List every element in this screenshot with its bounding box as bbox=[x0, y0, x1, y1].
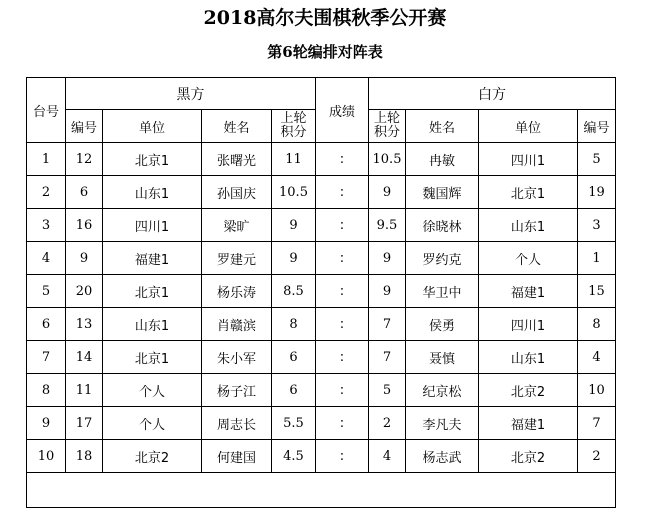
cell-black-id: 20 bbox=[66, 275, 103, 308]
cell-board: 4 bbox=[27, 242, 66, 275]
page-subtitle: 第6轮编排对阵表 bbox=[267, 43, 383, 61]
cell-black-unit: 个人 bbox=[103, 407, 202, 440]
table-row bbox=[27, 374, 616, 407]
cell-white-id: 4 bbox=[578, 341, 616, 374]
cell-black-score: 6 bbox=[272, 374, 316, 407]
table-row bbox=[27, 143, 616, 176]
cell-result: : bbox=[316, 374, 369, 407]
header-white-id: 编号 bbox=[578, 110, 616, 143]
cell-white-score: 9 bbox=[369, 275, 406, 308]
cell-black-score: 4.5 bbox=[272, 440, 316, 473]
cell-black-id: 16 bbox=[66, 209, 103, 242]
cell-black-unit: 北京2 bbox=[103, 440, 202, 473]
cell-white-score: 4 bbox=[369, 440, 406, 473]
cell-black-id: 18 bbox=[66, 440, 103, 473]
header-black-prev-score-line1: 上轮 bbox=[280, 111, 307, 126]
cell-white-unit: 福建1 bbox=[479, 275, 578, 308]
cell-black-name: 梁旷 bbox=[202, 209, 272, 242]
cell-black-id: 14 bbox=[66, 341, 103, 374]
cell-black-unit: 四川1 bbox=[103, 209, 202, 242]
cell-black-name: 孙国庆 bbox=[202, 176, 272, 209]
cell-black-score: 9 bbox=[272, 209, 316, 242]
cell-black-unit: 山东1 bbox=[103, 308, 202, 341]
cell-black-id: 6 bbox=[66, 176, 103, 209]
table-row bbox=[27, 308, 616, 341]
cell-white-id: 2 bbox=[578, 440, 616, 473]
header-black-id: 编号 bbox=[66, 110, 103, 143]
header-black-prev-score bbox=[272, 110, 316, 143]
cell-board: 6 bbox=[27, 308, 66, 341]
cell-result: : bbox=[316, 143, 369, 176]
cell-black-id: 13 bbox=[66, 308, 103, 341]
cell-black-score: 11 bbox=[272, 143, 316, 176]
cell-white-score: 9 bbox=[369, 176, 406, 209]
cell-white-score: 2 bbox=[369, 407, 406, 440]
cell-black-unit: 北京1 bbox=[103, 341, 202, 374]
cell-white-unit: 山东1 bbox=[479, 341, 578, 374]
cell-white-id: 3 bbox=[578, 209, 616, 242]
cell-black-id: 11 bbox=[66, 374, 103, 407]
cell-white-name: 李凡夫 bbox=[406, 407, 479, 440]
cell-black-unit: 福建1 bbox=[103, 242, 202, 275]
cell-black-name: 张曙光 bbox=[202, 143, 272, 176]
cell-board: 1 bbox=[27, 143, 66, 176]
cell-black-name: 周志长 bbox=[202, 407, 272, 440]
cell-board: 3 bbox=[27, 209, 66, 242]
header-row-1 bbox=[27, 78, 616, 110]
cell-black-score: 8 bbox=[272, 308, 316, 341]
cell-white-name: 冉敏 bbox=[406, 143, 479, 176]
cell-black-score: 9 bbox=[272, 242, 316, 275]
cell-white-id: 15 bbox=[578, 275, 616, 308]
cell-black-name: 朱小军 bbox=[202, 341, 272, 374]
header-white-name: 姓名 bbox=[406, 110, 479, 143]
cell-white-score: 9.5 bbox=[369, 209, 406, 242]
cell-black-name: 罗建元 bbox=[202, 242, 272, 275]
cell-black-id: 17 bbox=[66, 407, 103, 440]
cell-white-score: 5 bbox=[369, 374, 406, 407]
cell-white-unit: 山东1 bbox=[479, 209, 578, 242]
cell-white-name: 罗约克 bbox=[406, 242, 479, 275]
header-black-name: 姓名 bbox=[202, 110, 272, 143]
cell-board: 2 bbox=[27, 176, 66, 209]
cell-black-name: 何建国 bbox=[202, 440, 272, 473]
header-white-unit: 单位 bbox=[479, 110, 578, 143]
empty-footer-row bbox=[27, 473, 616, 508]
cell-board: 9 bbox=[27, 407, 66, 440]
cell-black-name: 杨子江 bbox=[202, 374, 272, 407]
pairing-rows bbox=[27, 143, 616, 473]
cell-white-unit: 个人 bbox=[479, 242, 578, 275]
cell-white-id: 7 bbox=[578, 407, 616, 440]
header-black-unit: 单位 bbox=[103, 110, 202, 143]
cell-result: : bbox=[316, 242, 369, 275]
cell-result: : bbox=[316, 308, 369, 341]
cell-black-score: 10.5 bbox=[272, 176, 316, 209]
cell-white-unit: 北京2 bbox=[479, 374, 578, 407]
cell-result: : bbox=[316, 341, 369, 374]
cell-result: : bbox=[316, 209, 369, 242]
cell-black-unit: 个人 bbox=[103, 374, 202, 407]
cell-black-id: 12 bbox=[66, 143, 103, 176]
table-row bbox=[27, 242, 616, 275]
cell-white-id: 19 bbox=[578, 176, 616, 209]
cell-black-score: 5.5 bbox=[272, 407, 316, 440]
header-white-prev-score bbox=[369, 110, 406, 143]
cell-black-name: 肖赣滨 bbox=[202, 308, 272, 341]
cell-white-name: 侯勇 bbox=[406, 308, 479, 341]
cell-board: 5 bbox=[27, 275, 66, 308]
cell-white-id: 1 bbox=[578, 242, 616, 275]
cell-white-name: 纪京松 bbox=[406, 374, 479, 407]
cell-board: 7 bbox=[27, 341, 66, 374]
cell-white-unit: 福建1 bbox=[479, 407, 578, 440]
page-title: 2018高尔夫围棋秋季公开赛 bbox=[203, 7, 447, 29]
empty-footer-cell bbox=[27, 473, 616, 508]
cell-white-unit: 四川1 bbox=[479, 143, 578, 176]
cell-white-unit: 四川1 bbox=[479, 308, 578, 341]
cell-black-id: 9 bbox=[66, 242, 103, 275]
cell-white-score: 9 bbox=[369, 242, 406, 275]
cell-black-unit: 北京1 bbox=[103, 275, 202, 308]
cell-white-unit: 北京1 bbox=[479, 176, 578, 209]
cell-white-score: 10.5 bbox=[369, 143, 406, 176]
header-board: 台号 bbox=[27, 78, 66, 143]
cell-result: : bbox=[316, 275, 369, 308]
table-row bbox=[27, 176, 616, 209]
cell-black-score: 6 bbox=[272, 341, 316, 374]
cell-result: : bbox=[316, 176, 369, 209]
table-row bbox=[27, 341, 616, 374]
cell-white-name: 聂慎 bbox=[406, 341, 479, 374]
cell-result: : bbox=[316, 407, 369, 440]
cell-white-id: 5 bbox=[578, 143, 616, 176]
cell-white-id: 8 bbox=[578, 308, 616, 341]
header-result: 成绩 bbox=[316, 78, 369, 143]
cell-black-unit: 山东1 bbox=[103, 176, 202, 209]
cell-white-score: 7 bbox=[369, 341, 406, 374]
header-white-prev-score-line1: 上轮 bbox=[373, 111, 400, 126]
cell-white-name: 魏国辉 bbox=[406, 176, 479, 209]
cell-result: : bbox=[316, 440, 369, 473]
cell-white-unit: 北京2 bbox=[479, 440, 578, 473]
header-white-prev-score-line2: 积分 bbox=[373, 125, 400, 140]
cell-black-name: 杨乐涛 bbox=[202, 275, 272, 308]
table-row bbox=[27, 275, 616, 308]
cell-board: 10 bbox=[27, 440, 66, 473]
cell-black-unit: 北京1 bbox=[103, 143, 202, 176]
cell-black-score: 8.5 bbox=[272, 275, 316, 308]
header-black-prev-score-line2: 积分 bbox=[280, 125, 307, 140]
table-row bbox=[27, 407, 616, 440]
cell-white-id: 10 bbox=[578, 374, 616, 407]
cell-board: 8 bbox=[27, 374, 66, 407]
cell-white-name: 杨志武 bbox=[406, 440, 479, 473]
header-black-side: 黑方 bbox=[66, 78, 316, 110]
pairing-table bbox=[26, 77, 616, 508]
table-row bbox=[27, 440, 616, 473]
cell-white-name: 徐晓林 bbox=[406, 209, 479, 242]
table-row bbox=[27, 209, 616, 242]
header-white-side: 白方 bbox=[369, 78, 616, 110]
cell-white-name: 华卫中 bbox=[406, 275, 479, 308]
cell-white-score: 7 bbox=[369, 308, 406, 341]
